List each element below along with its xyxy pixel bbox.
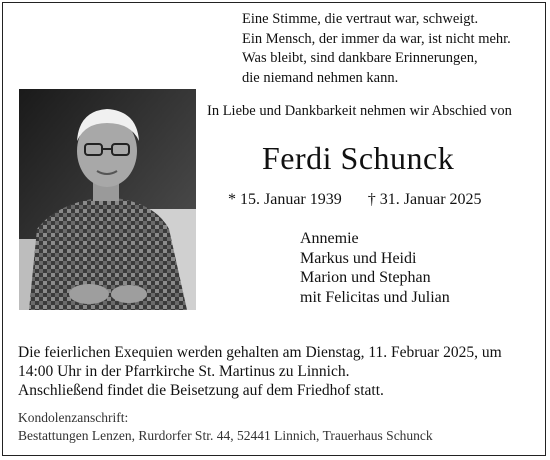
portrait-photo	[19, 89, 196, 310]
poem	[242, 10, 511, 88]
poem-line: die niemand nehmen kann.	[242, 69, 399, 86]
family-member: Markus und Heidi	[300, 249, 417, 267]
birth-date: * 15. Januar 1939	[228, 191, 342, 208]
service-line: Anschließend findet die Beisetzung auf dem Friedhof statt.	[18, 382, 384, 399]
family-member: Marion und Stephan	[300, 269, 431, 286]
poem-line: Ein Mensch, der immer da war, ist nicht mehr.	[242, 30, 511, 47]
farewell-intro: In Liebe und Dankbarkeit nehmen wir Abschied von	[207, 103, 512, 119]
service-line: Die feierlichen Exequien werden gehalten am Dienstag, 11. Februar 2025, um	[18, 344, 502, 361]
condolence-contact	[18, 409, 433, 445]
life-dates	[228, 191, 482, 209]
poem-line: Was bleibt, sind dankbare Erinnerungen,	[242, 50, 478, 66]
deceased-name: Ferdi Schunck	[262, 140, 455, 176]
death-date: † 31. Januar 2025	[367, 191, 482, 208]
family-member: Annemie	[300, 230, 359, 247]
poem-line: Eine Stimme, die vertraut war, schweigt.	[242, 11, 479, 27]
service-line: 14:00 Uhr in der Pfarrkirche St. Martinus zu Linnich.	[18, 363, 350, 380]
contact-label: Kondolenzanschrift:	[18, 410, 129, 425]
contact-address: Bestattungen Lenzen, Rurdorfer Str. 44, 52441 Linnich, Trauerhaus Schunck	[18, 428, 433, 443]
funeral-service-info	[18, 343, 538, 400]
family-member: mit Felicitas und Julian	[300, 288, 450, 306]
family-list	[300, 229, 450, 307]
